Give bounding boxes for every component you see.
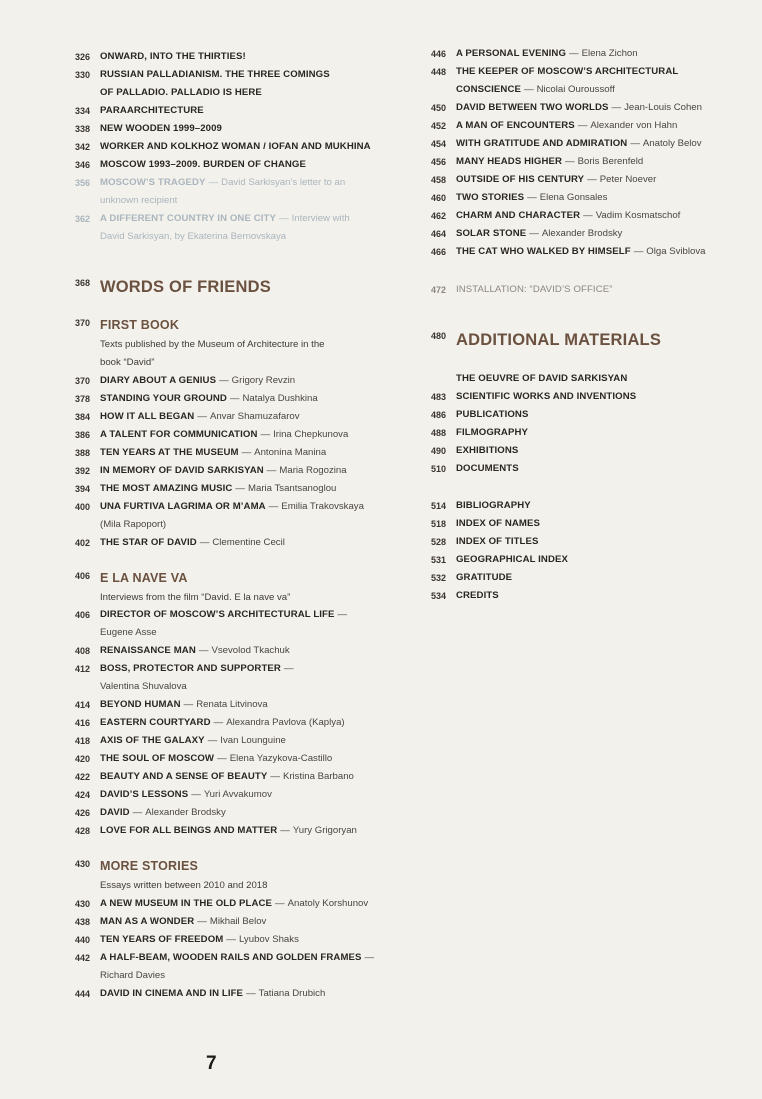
entry-body — [456, 171, 656, 189]
entry-body — [100, 408, 300, 426]
entry-body — [100, 66, 330, 84]
page-ref: 388 — [74, 448, 90, 458]
heading-text: MORE STORIES — [100, 859, 199, 873]
entry-body — [100, 498, 364, 516]
entry-author: Lyubov Shaks — [238, 934, 299, 945]
entry-body — [100, 210, 350, 228]
page-ref: 378 — [74, 394, 90, 404]
entry-title: ONWARD, INTO THE THIRTIES! — [100, 51, 246, 62]
entry-body — [456, 117, 677, 135]
entry-title: THE MOST AMAZING MUSIC — [100, 483, 233, 494]
entry-body — [100, 606, 350, 624]
entry-body — [100, 444, 326, 462]
dash-separator: — — [275, 898, 285, 909]
left-column — [70, 0, 410, 1099]
dash-separator: — — [577, 120, 588, 131]
entry-body — [100, 949, 377, 967]
dash-separator: — — [226, 934, 236, 945]
entry-title: RUSSIAN PALLADIANISM. THE THREE COMINGS — [100, 69, 330, 80]
page-ref: 394 — [74, 484, 90, 494]
entry-body — [100, 913, 266, 931]
entry-author: Ivan Lounguine — [220, 735, 286, 746]
entry-title: LOVE FOR ALL BEINGS AND MATTER — [100, 825, 278, 836]
dash-separator: — — [587, 174, 597, 185]
page-ref: 416 — [74, 718, 90, 728]
entry-title: TEN YEARS OF FREEDOM — [100, 934, 224, 945]
entry-author: Kristina Barbano — [282, 771, 354, 782]
entry-body — [456, 63, 678, 81]
dash-separator: — — [565, 156, 575, 167]
entry-title: THE KEEPER OF MOSCOW’S ARCHITECTURAL — [456, 66, 679, 77]
entry-body — [100, 102, 204, 120]
page-ref: 418 — [74, 736, 90, 746]
entry-body — [100, 534, 285, 552]
page-ref: 406 — [74, 610, 90, 620]
heading-text: E LA NAVE VA — [100, 571, 188, 585]
entry-body — [100, 48, 246, 66]
entry-title: DIARY ABOUT A GENIUS — [100, 375, 217, 386]
entry-title: THE OEUVRE OF DAVID SARKISYAN — [456, 373, 628, 384]
entry-title: BOSS, PROTECTOR AND SUPPORTER — [100, 663, 281, 674]
page-ref: 334 — [74, 106, 90, 116]
entry-title: OUTSIDE OF HIS CENTURY — [456, 174, 585, 185]
entry-author: Anvar Shamuzafarov — [209, 411, 300, 422]
entry-title: A NEW MUSEUM IN THE OLD PLACE — [100, 898, 273, 909]
dash-separator: — — [278, 213, 289, 224]
entry-author: Interview with — [291, 213, 350, 224]
entry-title: TWO STORIES — [456, 192, 525, 203]
entry-title: FILMOGRAPHY — [456, 427, 528, 438]
description-text: Texts published by the Museum of Architecture in the — [100, 339, 325, 350]
entry-body — [100, 516, 166, 534]
entry-body — [456, 587, 499, 605]
right-column — [426, 0, 756, 1099]
entry-body — [456, 424, 528, 442]
dash-separator: — — [197, 411, 207, 422]
entry-title: OF PALLADIO. PALLADIO IS HERE — [100, 87, 262, 98]
entry-title: INDEX OF TITLES — [456, 536, 539, 547]
dash-separator: — — [529, 228, 539, 239]
page-ref: 392 — [74, 466, 90, 476]
entry-title: IN MEMORY OF DAVID SARKISYAN — [100, 465, 264, 476]
entry-body — [456, 153, 643, 171]
entry-author: Elena Zichon — [581, 48, 638, 59]
page-ref: 356 — [74, 178, 90, 188]
entry-title: DAVID’S LESSONS — [100, 789, 189, 800]
entry-body — [100, 696, 268, 714]
entry-body — [100, 372, 295, 390]
dash-separator: — — [583, 210, 593, 221]
entry-author: Vadim Kosmatschof — [595, 210, 681, 221]
entry-title: HOW IT ALL BEGAN — [100, 411, 195, 422]
dash-separator: — — [337, 609, 348, 620]
entry-body — [100, 192, 177, 210]
entry-body — [100, 768, 354, 786]
entry-title: CONSCIENCE — [456, 84, 521, 95]
entry-title: TEN YEARS AT THE MUSEUM — [100, 447, 239, 458]
entry-body — [456, 442, 518, 460]
entry-title: MANY HEADS HIGHER — [456, 156, 562, 167]
page-ref: 426 — [74, 808, 90, 818]
entry-body — [100, 120, 222, 138]
entry-author: Renata Litvinova — [196, 699, 268, 710]
entry-title: AXIS OF THE GALAXY — [100, 735, 205, 746]
entry-body — [456, 388, 636, 406]
entry-author: Alexander Brodsky — [541, 228, 623, 239]
entry-body — [456, 135, 702, 153]
page-ref: 483 — [430, 392, 446, 402]
page-ref: 510 — [430, 464, 446, 474]
entry-title: DIRECTOR OF MOSCOW’S ARCHITECTURAL LIFE — [100, 609, 335, 620]
entry-body — [100, 462, 347, 480]
description-text: book “David” — [100, 357, 155, 368]
page-ref: 342 — [74, 142, 90, 152]
entry-body — [456, 189, 607, 207]
entry-body — [100, 750, 332, 768]
entry-body — [456, 406, 528, 424]
entry-body — [100, 822, 357, 840]
entry-title: A HALF-BEAM, WOODEN RAILS AND GOLDEN FRAMES — [100, 952, 362, 963]
page-ref: 442 — [74, 953, 90, 963]
dash-separator: — — [208, 177, 219, 188]
entry-title: GEOGRAPHICAL INDEX — [456, 554, 568, 565]
dash-separator: — — [364, 952, 375, 963]
entry-body — [100, 678, 187, 696]
entry-title: DAVID BETWEEN TWO WORLDS — [456, 102, 609, 113]
dash-separator: — — [229, 393, 240, 404]
entry-body — [456, 99, 702, 117]
entry-title: MOSCOW 1993–2009. BURDEN OF CHANGE — [100, 159, 306, 170]
page-ref: 440 — [74, 935, 90, 945]
page-ref: 534 — [430, 591, 446, 601]
description-text: Interviews from the film “David. E la nave va” — [100, 592, 291, 603]
entry-body — [100, 660, 297, 678]
page-ref: 384 — [74, 412, 90, 422]
entry-body — [100, 228, 286, 246]
entry-body — [100, 426, 348, 444]
page-ref: 464 — [430, 229, 446, 239]
page-ref: 408 — [74, 646, 90, 656]
page-ref: 326 — [74, 52, 90, 62]
entry-body — [100, 390, 318, 408]
entry-title: MAN AS A WONDER — [100, 916, 195, 927]
entry-body — [100, 895, 368, 913]
page-ref: 446 — [430, 49, 446, 59]
dash-separator: — — [569, 48, 579, 59]
entry-body — [456, 569, 512, 587]
page-ref: 450 — [430, 103, 446, 113]
entry-body — [100, 732, 286, 750]
entry-author: unknown recipient — [100, 195, 178, 206]
entry-body — [100, 714, 345, 732]
entry-title: WITH GRATITUDE AND ADMIRATION — [456, 138, 628, 149]
entry-body — [456, 533, 539, 551]
entry-title: RENAISSANCE MAN — [100, 645, 196, 656]
entry-author: Vsevolod Tkachuk — [211, 645, 290, 656]
entry-title: UNA FURTIVA LAGRIMA OR M’AMA — [100, 501, 266, 512]
entry-title: PUBLICATIONS — [456, 409, 529, 420]
page-ref: 462 — [430, 211, 446, 221]
page-number: 7 — [206, 1053, 217, 1074]
entry-body — [456, 497, 531, 515]
dash-separator: — — [207, 735, 218, 746]
page-ref: 414 — [74, 700, 90, 710]
page-ref: 531 — [430, 555, 446, 565]
page-ref: 330 — [74, 70, 90, 80]
page-ref: 412 — [74, 664, 90, 674]
dash-separator: — — [523, 84, 534, 95]
entry-body — [456, 225, 622, 243]
entry-author: Alexandra Pavlova (Kaplya) — [226, 717, 345, 728]
entry-title: DOCUMENTS — [456, 463, 519, 474]
page-ref: 460 — [430, 193, 446, 203]
page-ref: 386 — [74, 430, 90, 440]
page-ref: 400 — [74, 502, 90, 512]
page-ref: 456 — [430, 157, 446, 167]
entry-author: David Sarkisyan, by Ekaterina Bernovskaya — [100, 231, 287, 242]
dash-separator: — — [235, 483, 246, 494]
entry-body — [100, 174, 345, 192]
entry-author: Richard Davies — [100, 970, 166, 981]
page-ref: 424 — [74, 790, 90, 800]
entry-author: Jean-Louis Cohen — [624, 102, 702, 113]
entry-author: Olga Sviblova — [646, 246, 706, 257]
entry-author: Alexander von Hahn — [590, 120, 678, 131]
page-ref: 430 — [74, 899, 90, 909]
entry-title: CHARM AND CHARACTER — [456, 210, 581, 221]
entry-title: THE STAR OF DAVID — [100, 537, 197, 548]
entry-body — [456, 81, 615, 99]
entry-author: Grigory Revzin — [231, 375, 296, 386]
entry-title: BEAUTY AND A SENSE OF BEAUTY — [100, 771, 268, 782]
entry-author: Alexander Brodsky — [145, 807, 226, 818]
page-ref: 422 — [74, 772, 90, 782]
page-ref: 370 — [74, 376, 90, 386]
page-ref: 466 — [430, 247, 446, 257]
entry-title: EXHIBITIONS — [456, 445, 519, 456]
page-ref: 472 — [430, 285, 446, 295]
dash-separator: — — [633, 246, 644, 257]
entry-title: NEW WOODEN 1999–2009 — [100, 123, 222, 134]
dash-separator: — — [183, 699, 194, 710]
entry-title: STANDING YOUR GROUND — [100, 393, 227, 404]
entry-body — [456, 370, 627, 388]
page-ref: 458 — [430, 175, 446, 185]
entry-title: DAVID — [100, 807, 130, 818]
page-ref: 486 — [430, 410, 446, 420]
dash-separator: — — [268, 501, 279, 512]
page-ref: 448 — [430, 67, 446, 77]
entry-body — [100, 156, 306, 174]
entry-body — [456, 207, 680, 225]
entry-body — [100, 480, 336, 498]
entry-author: David Sarkisyan’s letter to an — [221, 177, 346, 188]
entry-author: Tatiana Drubich — [258, 988, 326, 999]
entry-author: Emilia Trakovskaya — [281, 501, 364, 512]
page-ref: 420 — [74, 754, 90, 764]
heading-text: FIRST BOOK — [100, 318, 180, 332]
page-ref: 368 — [74, 278, 90, 288]
entry-author: Nicolai Ouroussoff — [536, 84, 615, 95]
heading-text: WORDS OF FRIENDS — [100, 278, 271, 296]
entry-author: Elena Gonsales — [539, 192, 608, 203]
entry-author: Mikhail Belov — [209, 916, 267, 927]
heading-text: ADDITIONAL MATERIALS — [456, 331, 662, 349]
dash-separator: — — [527, 192, 537, 203]
entry-body — [456, 551, 568, 569]
dash-separator: — — [199, 537, 210, 548]
entry-body — [100, 985, 325, 1003]
entry-title: WORKER AND KOLKHOZ WOMAN / IOFAN AND MUKHINA — [100, 141, 371, 152]
entry-body — [456, 243, 706, 261]
page-ref: 452 — [430, 121, 446, 131]
entry-body — [456, 281, 613, 299]
entry-title: DAVID IN CINEMA AND IN LIFE — [100, 988, 244, 999]
entry-title: A MAN OF ENCOUNTERS — [456, 120, 575, 131]
entry-title: A TALENT FOR COMMUNICATION — [100, 429, 258, 440]
entry-title: A DIFFERENT COUNTRY IN ONE CITY — [100, 213, 276, 224]
page-ref: 430 — [74, 859, 90, 869]
dash-separator: — — [283, 663, 294, 674]
page-ref: 402 — [74, 538, 90, 548]
entry-body — [100, 138, 371, 156]
page-ref: 490 — [430, 446, 446, 456]
entry-author: Maria Tsantsanoglou — [248, 483, 337, 494]
entry-author: Natalya Dushkina — [242, 393, 318, 404]
entry-author: Anatoly Belov — [642, 138, 702, 149]
entry-title: MOSCOW’S TRAGEDY — [100, 177, 206, 188]
page-ref: 480 — [430, 331, 446, 341]
entry-title: THE SOUL OF MOSCOW — [100, 753, 215, 764]
dash-separator: — — [266, 465, 277, 476]
entry-author: Yury Grigoryan — [292, 825, 357, 836]
page-ref: 428 — [74, 826, 90, 836]
entry-author: Clementine Cecil — [212, 537, 285, 548]
entry-body — [456, 515, 540, 533]
entry-author: Peter Noever — [599, 174, 657, 185]
entry-body — [100, 967, 165, 985]
description-text: Essays written between 2010 and 2018 — [100, 880, 268, 891]
page-ref: 532 — [430, 573, 446, 583]
page-ref: 454 — [430, 139, 446, 149]
page-ref: 362 — [74, 214, 90, 224]
entry-title: SOLAR STONE — [456, 228, 527, 239]
entry-author: Yuri Avvakumov — [203, 789, 272, 800]
entry-author: Anatoly Korshunov — [287, 898, 369, 909]
entry-body — [456, 45, 638, 63]
entry-title: CREDITS — [456, 590, 499, 601]
page-ref: 370 — [74, 318, 90, 328]
dash-separator: — — [611, 102, 622, 113]
dash-separator: — — [280, 825, 290, 836]
dash-separator: — — [246, 988, 256, 999]
page-ref: 444 — [74, 989, 90, 999]
entry-title: EASTERN COURTYARD — [100, 717, 211, 728]
dash-separator: — — [260, 429, 271, 440]
dash-separator: — — [219, 375, 229, 386]
entry-title: INSTALLATION: “DAVID’S OFFICE” — [456, 284, 613, 295]
entry-title: BEYOND HUMAN — [100, 699, 181, 710]
dash-separator: — — [191, 789, 201, 800]
entry-body — [100, 804, 226, 822]
dash-separator: — — [132, 807, 143, 818]
entry-body — [456, 460, 519, 478]
entry-author: (Mila Rapoport) — [100, 519, 167, 530]
dash-separator: — — [630, 138, 640, 149]
dash-separator: — — [270, 771, 280, 782]
page-ref: 514 — [430, 501, 446, 511]
entry-author: Maria Rogozina — [279, 465, 347, 476]
entry-body — [100, 624, 157, 642]
entry-title: SCIENTIFIC WORKS AND INVENTIONS — [456, 391, 637, 402]
page-ref: 346 — [74, 160, 90, 170]
entry-title: A PERSONAL EVENING — [456, 48, 567, 59]
entry-author: Boris Berenfeld — [577, 156, 644, 167]
page-ref: 518 — [430, 519, 446, 529]
dash-separator: — — [213, 717, 224, 728]
entry-body — [100, 642, 290, 660]
entry-title: PARAARCHITECTURE — [100, 105, 204, 116]
dash-separator: — — [197, 916, 207, 927]
entry-body — [100, 931, 299, 949]
entry-body — [100, 786, 272, 804]
page-ref: 338 — [74, 124, 90, 134]
dash-separator: — — [241, 447, 252, 458]
dash-separator: — — [217, 753, 227, 764]
entry-body — [100, 84, 262, 102]
page-ref: 406 — [74, 571, 90, 581]
page-ref: 438 — [74, 917, 90, 927]
entry-author: Valentina Shuvalova — [100, 681, 187, 692]
entry-title: INDEX OF NAMES — [456, 518, 541, 529]
entry-author: Irina Chepkunova — [273, 429, 349, 440]
entry-author: Eugene Asse — [100, 627, 157, 638]
page-ref: 488 — [430, 428, 446, 438]
entry-title: BIBLIOGRAPHY — [456, 500, 531, 511]
entry-title: GRATITUDE — [456, 572, 513, 583]
entry-author: Antonina Manina — [254, 447, 327, 458]
dash-separator: — — [198, 645, 209, 656]
page-ref: 528 — [430, 537, 446, 547]
entry-author: Elena Yazykova-Castillo — [229, 753, 333, 764]
entry-title: THE CAT WHO WALKED BY HIMSELF — [456, 246, 631, 257]
